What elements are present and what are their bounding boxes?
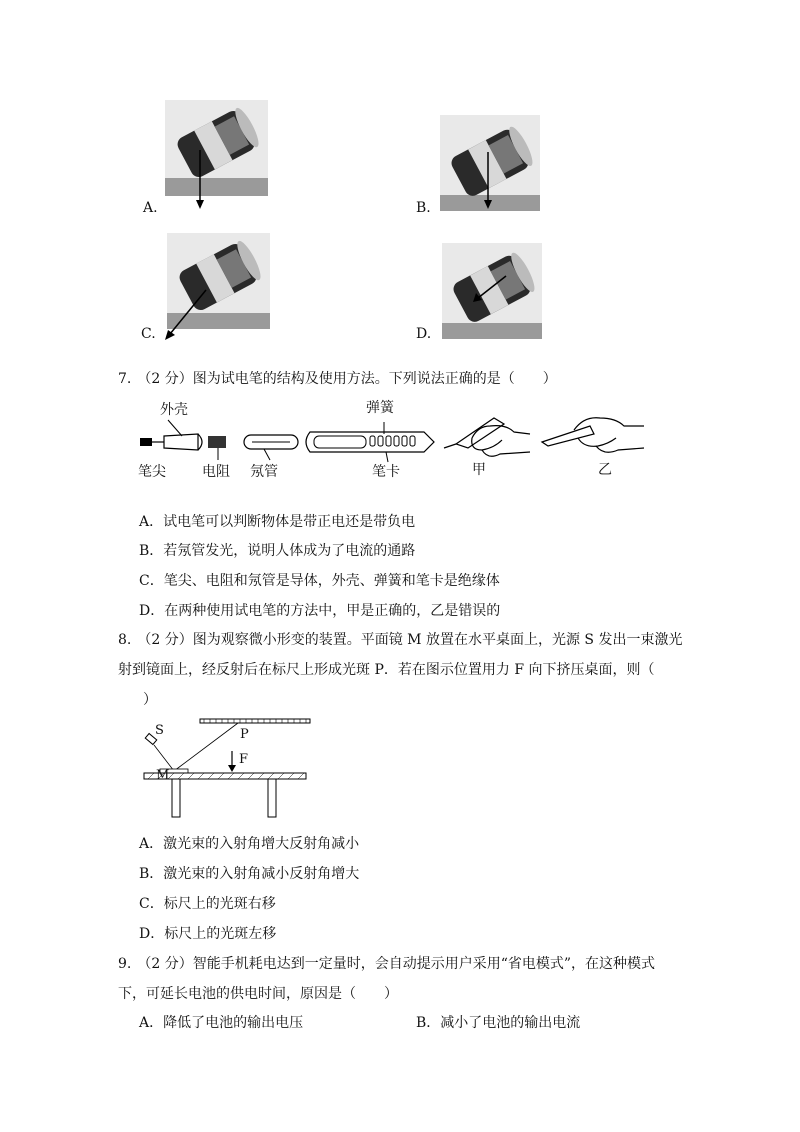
test-pen-diagram <box>138 400 658 490</box>
label-jia: 甲 <box>472 462 486 478</box>
option-d: D．标尺上的光斑左移 <box>139 926 277 942</box>
force-arrow-icon <box>481 152 495 210</box>
label-clip: 笔卡 <box>372 464 400 480</box>
question-stem <box>118 369 557 389</box>
label-m: M <box>156 768 170 783</box>
option-label: A. <box>143 200 158 216</box>
label-neon: 氖管 <box>250 464 278 480</box>
option-d: D．在两种使用试电笔的方法中，甲是正确的，乙是错误的 <box>139 603 501 619</box>
option-b: B．减小了电池的输出电流 <box>416 1015 581 1031</box>
option-a: A．激光束的入射角增大反射角减小 <box>139 836 360 852</box>
question-score: （2 分） <box>137 371 193 387</box>
mirror-deformation-diagram <box>138 715 313 820</box>
question-stem-line-3: ） <box>143 692 157 708</box>
label-p: P <box>240 727 249 742</box>
option-a: A．降低了电池的输出电压 <box>139 1015 304 1031</box>
force-arrow-icon <box>193 150 207 210</box>
tilted-can-photo <box>165 100 268 196</box>
question-stem-line-1 <box>118 954 655 974</box>
option-c: C．笔尖、电阻和氖管是导体，外壳、弹簧和笔卡是绝缘体 <box>139 573 500 589</box>
label-f: F <box>239 752 249 767</box>
option-a: A．试电笔可以判断物体是带正电还是带负电 <box>139 514 416 530</box>
question-number: 9. <box>118 956 132 972</box>
question-stem-line-2: 下，可延长电池的供电时间，原因是（ ） <box>118 986 398 1002</box>
question-score: （2 分） <box>137 632 193 648</box>
question-text: 图为试电笔的结构及使用方法。下列说法正确的是（ ） <box>192 371 557 387</box>
label-tip: 笔尖 <box>138 464 166 480</box>
question-text: 智能手机耗电达到一定量时，会自动提示用户采用“省电模式”，在这种模式 <box>192 956 656 972</box>
option-b: B．激光束的入射角减小反射角增大 <box>139 866 360 882</box>
force-arrow-icon <box>470 272 510 306</box>
option-label: D. <box>416 326 432 342</box>
question-score: （2 分） <box>137 956 193 972</box>
question-stem-line-1 <box>118 630 682 650</box>
label-shell: 外壳 <box>160 402 188 418</box>
label-s: S <box>155 723 164 738</box>
force-arrow-icon <box>162 288 212 342</box>
question-stem-line-2: 射到镜面上，经反射后在标尺上形成光斑 P．若在图示位置用力 F 向下挤压桌面，则（ <box>118 662 655 678</box>
question-number: 7. <box>118 371 132 387</box>
question-number: 8. <box>118 632 132 648</box>
label-yi: 乙 <box>598 462 612 478</box>
option-label: B. <box>416 200 431 216</box>
option-b: B．若氖管发光，说明人体成为了电流的通路 <box>139 543 416 559</box>
option-label: C. <box>141 326 156 342</box>
question-text: 图为观察微小形变的装置。平面镜 M 放置在水平桌面上，光源 S 发出一束激光 <box>192 632 683 648</box>
option-c: C．标尺上的光斑右移 <box>139 896 276 912</box>
label-spring: 弹簧 <box>366 400 394 416</box>
label-resistor: 电阻 <box>202 464 230 480</box>
